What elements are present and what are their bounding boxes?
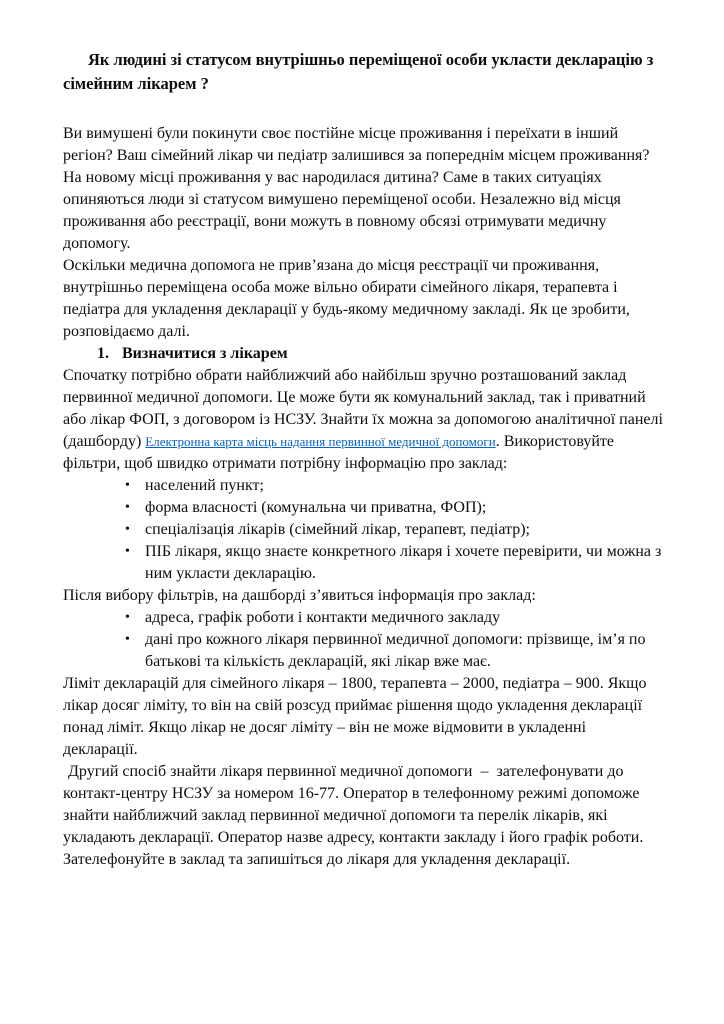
bullet-icon: • bbox=[125, 522, 130, 537]
list-item bbox=[125, 497, 664, 519]
find-facility-paragraph bbox=[63, 365, 664, 475]
bullet-icon: • bbox=[125, 632, 130, 647]
list-item bbox=[125, 519, 664, 541]
bullet-icon: • bbox=[125, 544, 130, 559]
info-item-label: дані про кожного лікаря первинної медичної допомоги: прізвище, ім’я по батькові та кількість декларацій, які лікар вже має. bbox=[145, 631, 646, 670]
filter-item-label: населений пункт; bbox=[145, 477, 264, 494]
list-item bbox=[125, 629, 664, 673]
bullet-icon: • bbox=[125, 610, 130, 625]
filter-item-label: спеціалізація лікарів (сімейний лікар, терапевт, педіатр); bbox=[145, 521, 530, 538]
section-1-heading-label: Визначитися з лікарем bbox=[122, 345, 288, 362]
list-item bbox=[125, 607, 664, 629]
free-choice-paragraph: Оскільки медична допомога не прив’язана до місця реєстрації чи проживання, внутрішньо переміщена особа може вільно обирати сімейного лікаря, терапевта і педіатра для укладення декларації у будь-якому медичному закладі. Як це зробити, розповідаємо далі. bbox=[63, 257, 630, 340]
dashboard-info-intro: Після вибору фільтрів, на дашборді з’явиться інформація про заклад: bbox=[63, 587, 536, 604]
section-1-heading bbox=[63, 343, 664, 365]
find-facility-text-before-link: Спочатку потрібно обрати найближчий або найбільш зручно розташований заклад первинної медичної допомоги. Це може бути як комунальний заклад, так і приватний або лікар ФОП, з договором із НСЗУ. Знайти їх можна за допомогою аналітичної панелі (дашборду) bbox=[63, 367, 663, 450]
declaration-limits-paragraph: Ліміт декларацій для сімейного лікаря – 1800, терапевта – 2000, педіатра – 900. Якщо лікар досяг ліміту, то він на свій розсуд приймає рішення щодо укладення декларації понад ліміт. Якщо лікар не досяг ліміту – він не може відмовити в укладенні декларації. bbox=[63, 675, 647, 758]
document-title: Як людині зі статусом внутрішньо переміщеної особи укласти декларацію з сімейним лікарем ? bbox=[63, 50, 654, 93]
contact-center-paragraph: Другий спосіб знайти лікаря первинної медичної допомоги – зателефонувати до контакт-центру НСЗУ за номером 16-77. Оператор в телефонному режимі допоможе знайти найближчий заклад первинної медичної допомоги та перелік лікарів, які укладають декларації. Оператор назве адресу, контакти закладу і його графік роботи. Зателефонуйте в заклад та запишіться до лікаря для укладення декларації. bbox=[63, 763, 644, 868]
bullet-icon: • bbox=[125, 478, 130, 493]
primary-care-map-link[interactable]: Електронна карта місць надання первинної медичної допомоги bbox=[145, 434, 496, 449]
list-item bbox=[125, 475, 664, 497]
info-item-label: адреса, графік роботи і контакти медичного закладу bbox=[145, 609, 501, 626]
list-item bbox=[125, 541, 664, 585]
filter-item-label: ПІБ лікаря, якщо знаєте конкретного лікаря і хочете перевірити, чи можна з ним укласти декларацію. bbox=[145, 543, 662, 582]
section-1-number: 1. bbox=[97, 345, 109, 362]
filter-options-list bbox=[63, 475, 664, 585]
filter-item-label: форма власності (комунальна чи приватна, ФОП); bbox=[145, 499, 487, 516]
find-facility-text-after-link: . Використовуйте фільтри, щоб швидко отримати потрібну інформацію про заклад: bbox=[63, 433, 614, 472]
bullet-icon: • bbox=[125, 500, 130, 515]
facility-info-list bbox=[63, 607, 664, 673]
intro-paragraph: Ви вимушені були покинути своє постійне місце проживання і переїхати в інший регіон? Ваш сімейний лікар чи педіатр залишився за попереднім місцем проживання? На новому місці проживання у вас народилася дитина? Саме в таких ситуаціях опиняються люди зі статусом вимушено переміщеної особи. Незалежно від місця проживання або реєстрації, вони можуть в повному обсязі отримувати медичну допомогу. bbox=[63, 125, 654, 252]
